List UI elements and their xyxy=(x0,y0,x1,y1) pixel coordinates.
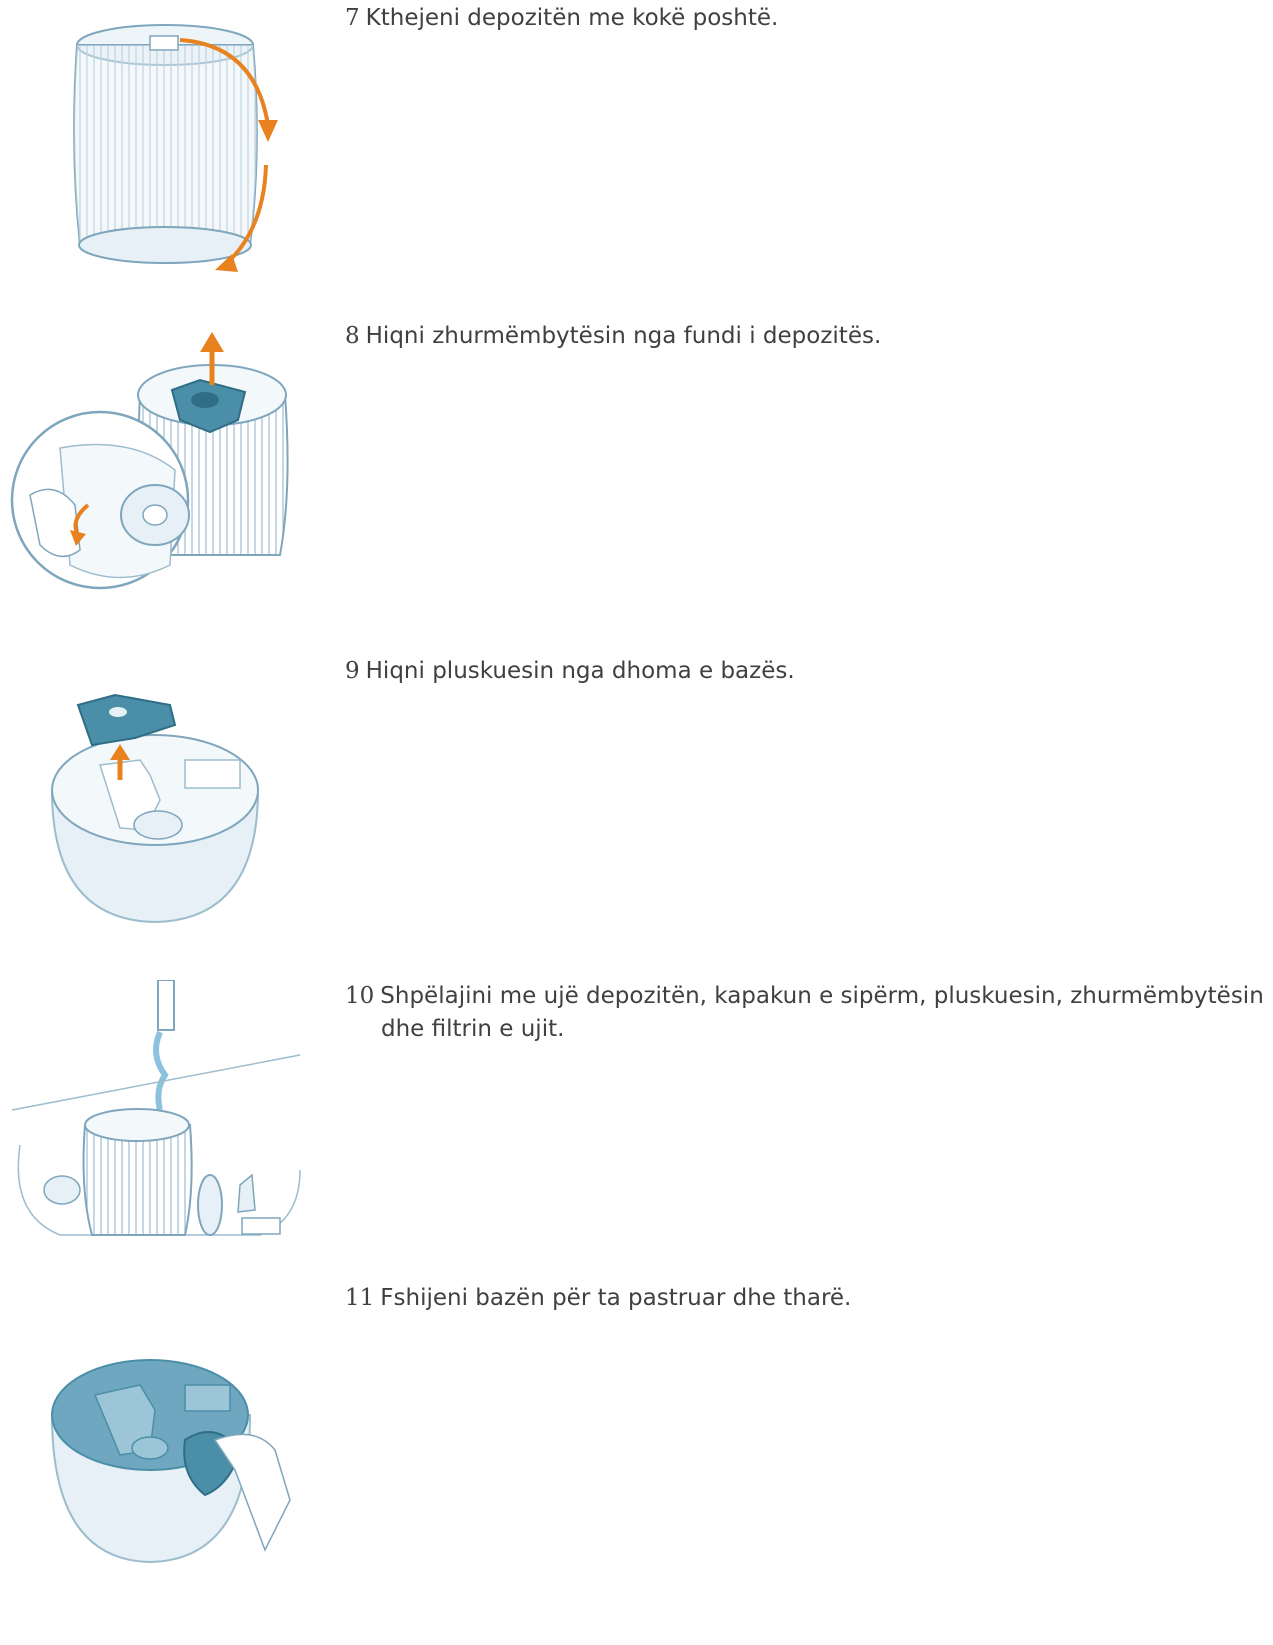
step-instruction-continued: dhe filtrin e ujit. xyxy=(381,1016,565,1042)
step-number: 7 xyxy=(345,5,360,31)
step-10 xyxy=(0,980,1273,1280)
step-instruction: Hiqni pluskuesin nga dhoma e bazës. xyxy=(365,658,795,684)
silencer-remove-icon xyxy=(0,320,320,630)
step-9-text xyxy=(345,655,795,688)
step-instruction: Shpëlajini me ujë depozitën, kapakun e sipërm, pluskuesin, zhurmëmbytësin xyxy=(380,983,1264,1009)
step-8 xyxy=(0,320,1273,630)
step-7-text xyxy=(345,2,778,35)
step-instruction: Hiqni zhurmëmbytësin nga fundi i depozitës. xyxy=(365,323,882,349)
step-number: 9 xyxy=(345,658,360,684)
step-10-text xyxy=(345,980,1264,1046)
step-number: 11 xyxy=(345,1285,375,1311)
float-remove-icon xyxy=(0,650,320,950)
step-7 xyxy=(0,0,1273,300)
step-number: 10 xyxy=(345,983,375,1009)
rinse-parts-icon xyxy=(0,980,320,1280)
step-11-text xyxy=(345,1282,851,1315)
step-instruction: Kthejeni depozitën me kokë poshtë. xyxy=(365,5,779,31)
step-9 xyxy=(0,650,1273,950)
step-11 xyxy=(0,1285,1273,1645)
wipe-base-icon xyxy=(0,1300,320,1645)
step-8-text xyxy=(345,320,881,353)
step-number: 8 xyxy=(345,323,360,349)
tank-upside-down-icon xyxy=(0,0,320,300)
step-instruction: Fshijeni bazën për ta pastruar dhe tharë. xyxy=(380,1285,852,1311)
